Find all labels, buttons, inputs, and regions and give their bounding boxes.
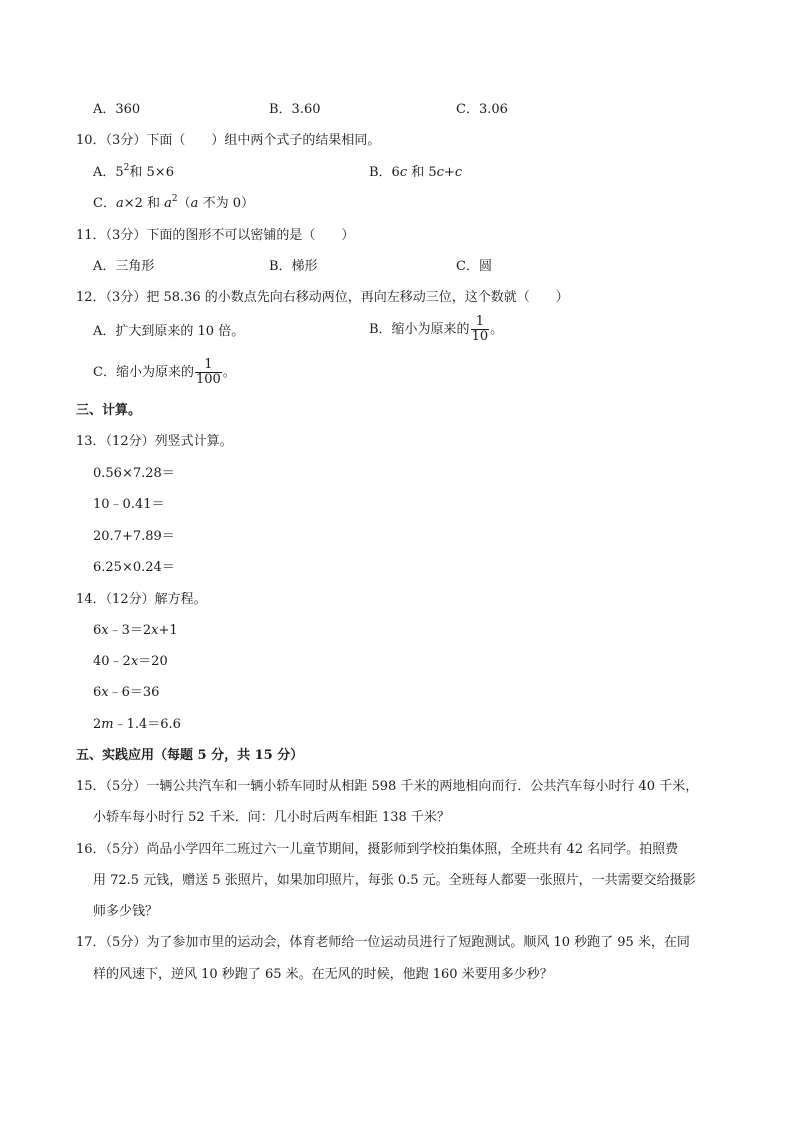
q17-line: 样的风速下，逆风 10 秒跑了 65 米。在无风的时候，他跑 160 米要用多少秒？ bbox=[93, 967, 553, 982]
q13-item: 6.25×0.24＝ bbox=[93, 560, 175, 575]
q10-option-c-paren: （ bbox=[177, 196, 191, 211]
q14-equation bbox=[93, 684, 159, 702]
q14-equation bbox=[93, 716, 181, 734]
q13-item: 10﹣0.41＝ bbox=[93, 497, 165, 512]
q10-option-b-mid: 和 5 bbox=[407, 165, 437, 180]
q13-item: 0.56×7.28＝ bbox=[93, 466, 175, 481]
q11-option-b: B．梯形 bbox=[269, 259, 318, 274]
q10-option-a-exponent: 2 bbox=[123, 163, 130, 173]
q10-option-c-var: a bbox=[190, 196, 199, 211]
q12-stem: 12．（3分）把 58.36 的小数点先向右移动两位，再向左移动三位，这个数就（ ） bbox=[76, 290, 569, 305]
equation-part: 2 bbox=[93, 717, 102, 732]
q10-option-b-var: c bbox=[436, 165, 444, 180]
q12-option-c-text: C．缩小为原来的 bbox=[93, 365, 194, 380]
q11-option-c: C．圆 bbox=[456, 259, 492, 274]
q12-option-b-fraction bbox=[471, 315, 490, 344]
q14-equation bbox=[93, 622, 178, 640]
q10-option-c-rest: 不为 0） bbox=[198, 196, 254, 211]
equation-part: 6 bbox=[93, 623, 102, 638]
q11-option-a: A．三角形 bbox=[93, 259, 155, 274]
q13-item: 20.7+7.89＝ bbox=[93, 529, 175, 544]
q10-option-a-base: A．5 bbox=[93, 165, 124, 180]
q10-option-c-var: a bbox=[164, 196, 172, 211]
equation-var: x bbox=[151, 623, 159, 638]
q10-option-c-exponent: 2 bbox=[171, 194, 178, 204]
q12-option-b-text: B．缩小为原来的 bbox=[369, 322, 470, 337]
q9-option-c: C．3.06 bbox=[456, 102, 508, 117]
fraction-numerator: 1 bbox=[471, 315, 490, 330]
q10-option-c-mid: ×2 和 bbox=[123, 196, 165, 211]
q14-equation bbox=[93, 653, 168, 671]
q9-option-b: B．3.60 bbox=[269, 102, 321, 117]
q12-option-b bbox=[369, 315, 503, 344]
equation-var: m bbox=[101, 717, 114, 732]
q10-option-b-prefix: B．6 bbox=[369, 165, 400, 180]
fraction-denominator: 100 bbox=[195, 372, 221, 387]
q17-line: 17．（5分）为了参加市里的运动会，体育老师给一位运动员进行了短跑测试。顺风 10 秒跑了 95 米，在同 bbox=[76, 935, 690, 950]
equation-var: x bbox=[130, 654, 139, 669]
section-3-title: 三、计算。 bbox=[76, 403, 142, 418]
q10-stem: 10．（3分）下面（ ）组中两个式子的结果相同。 bbox=[76, 133, 381, 148]
q10-option-b-var: c bbox=[399, 165, 408, 180]
q10-option-a bbox=[93, 164, 174, 182]
equation-part: ﹣6＝36 bbox=[108, 685, 160, 700]
q11-stem: 11．（3分）下面的图形不可以密铺的是（ ） bbox=[76, 228, 355, 243]
q9-option-a: A．360 bbox=[93, 102, 141, 117]
fraction-numerator: 1 bbox=[195, 358, 222, 373]
q15-line: 15．（5分）一辆公共汽车和一辆小轿车同时从相距 598 千米的两地相向而行．公共汽车每小时行 40 千米， bbox=[76, 779, 699, 794]
q10-option-b bbox=[369, 164, 462, 182]
q14-stem: 14．（12分）解方程。 bbox=[76, 592, 207, 607]
q12-option-a: A．扩大到原来的 10 倍。 bbox=[93, 324, 245, 339]
q10-option-a-rest: 和 5×6 bbox=[129, 165, 174, 180]
q12-option-c-suffix: 。 bbox=[222, 365, 236, 380]
q12-option-b-suffix: 。 bbox=[490, 322, 504, 337]
equation-part: 6 bbox=[93, 685, 102, 700]
equation-var: x bbox=[101, 623, 109, 638]
q16-line: 16．（5分）尚品小学四年二班过六一儿童节期间，摄影师到学校拍集体照，全班共有 42 名同学。拍照费 bbox=[76, 842, 679, 857]
q12-option-c bbox=[93, 358, 236, 387]
equation-part: ﹣1.4＝6.6 bbox=[113, 717, 181, 732]
q10-option-c bbox=[93, 195, 254, 213]
q10-option-c-var: a bbox=[115, 196, 124, 211]
q12-option-c-fraction bbox=[195, 358, 222, 387]
q16-line: 师多少钱？ bbox=[93, 904, 159, 919]
q10-option-b-plus: + bbox=[443, 165, 455, 180]
equation-part: 40﹣2 bbox=[93, 654, 131, 669]
fraction-denominator: 10 bbox=[471, 329, 489, 344]
q16-line: 用 72.5 元钱，赠送 5 张照片，如果加印照片，每张 0.5 元。全班每人都要一张照片，一共需要交给摄影 bbox=[93, 873, 696, 888]
equation-part: +1 bbox=[158, 623, 178, 638]
equation-var: x bbox=[101, 685, 109, 700]
q10-option-b-var: c bbox=[454, 165, 463, 180]
q10-option-c-prefix: C． bbox=[93, 196, 116, 211]
equation-part: ﹣3＝2 bbox=[108, 623, 152, 638]
section-5-title: 五、实践应用（每题 5 分，共 15 分） bbox=[76, 748, 304, 763]
equation-part: ＝20 bbox=[138, 654, 168, 669]
q13-stem: 13．（12分）列竖式计算。 bbox=[76, 434, 233, 449]
q15-line: 小轿车每小时行 52 千米．问：几小时后两车相距 138 千米？ bbox=[93, 810, 450, 825]
